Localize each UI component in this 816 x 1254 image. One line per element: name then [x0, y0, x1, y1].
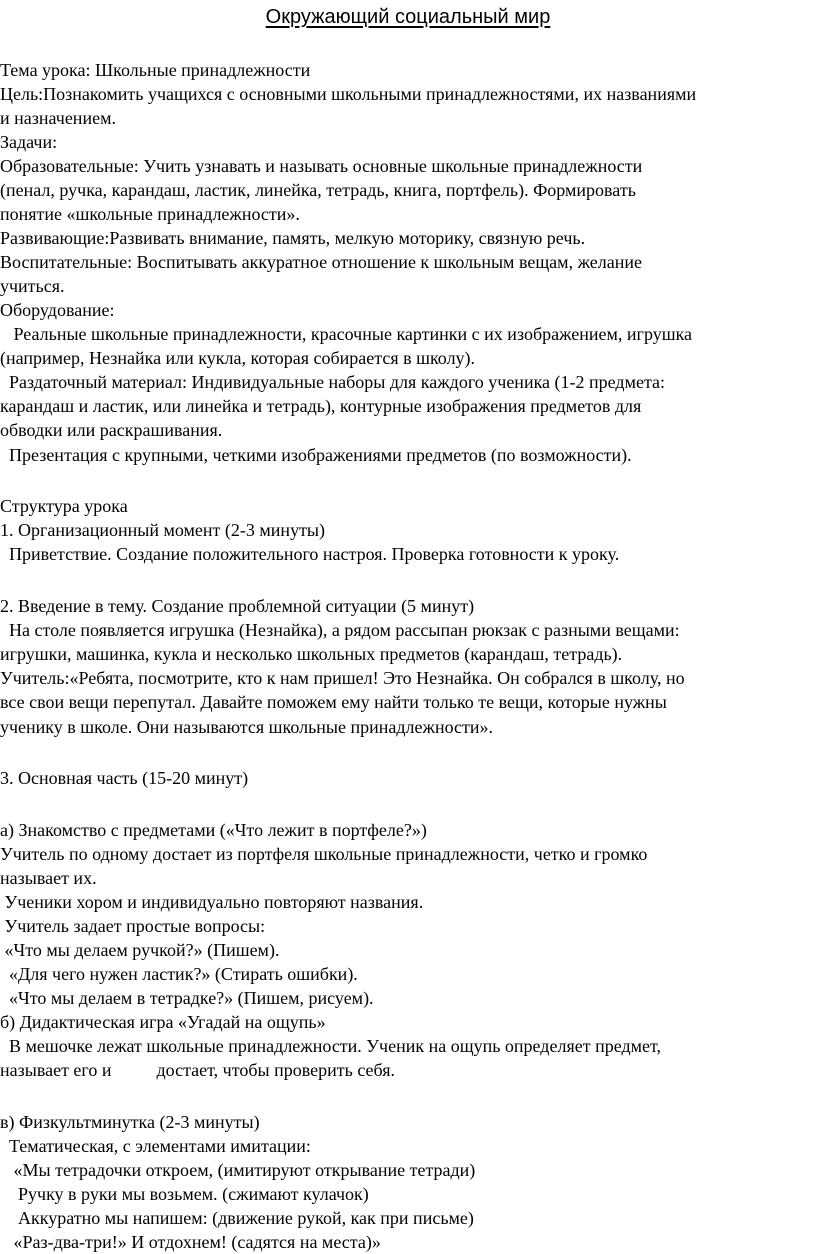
- text-line: а) Знакомство с предметами («Что лежит в портфеле?»): [0, 820, 427, 840]
- section-heading: Структура урока: [0, 496, 128, 516]
- text-line: Учитель:«Ребята, посмотрите, кто к нам пришел! Это Незнайка. Он собрался в школу, но: [0, 668, 685, 688]
- text-line: Тематическая, с элементами имитации:: [0, 1136, 311, 1156]
- text-line: «Для чего нужен ластик?» (Стирать ошибки).: [0, 964, 358, 984]
- text-line: Оборудование:: [0, 300, 115, 320]
- text-line: карандаш и ластик, или линейка и тетрадь), контурные изображения предметов для: [0, 396, 642, 416]
- text-line: (например, Незнайка или кукла, которая собирается в школу).: [0, 348, 476, 368]
- page-title: Окружающий социальный мир: [265, 6, 551, 28]
- text-line: «Раз-два-три!» И отдохнем! (садятся на места)»: [0, 1232, 381, 1252]
- text-line: На столе появляется игрушка (Незнайка), а рядом рассыпан рюкзак с разными вещами:: [0, 620, 680, 640]
- text-line: (пенал, ручка, карандаш, ластик, линейка, тетрадь, книга, портфель). Формировать: [0, 180, 636, 200]
- text-line: учиться.: [0, 276, 65, 296]
- text-line: в) Физкультминутка (2-3 минуты): [0, 1112, 260, 1132]
- text-line: «Что мы делаем ручкой?» (Пишем).: [0, 940, 280, 960]
- text-line: Раздаточный материал: Индивидуальные наборы для каждого ученика (1-2 предмета:: [0, 372, 666, 392]
- text-line: обводки или раскрашивания.: [0, 420, 223, 440]
- text-line: и назначением.: [0, 108, 116, 128]
- text-line: Учитель задает простые вопросы:: [0, 916, 266, 936]
- text-line: «Мы тетрадочки откроем, (имитируют открывание тетради): [0, 1160, 476, 1180]
- text-line: называет их.: [0, 868, 97, 888]
- text-line: понятие «школьные принадлежности».: [0, 204, 300, 224]
- text-line: б) Дидактическая игра «Угадай на ощупь»: [0, 1012, 326, 1032]
- text-line: 2. Введение в тему. Создание проблемной ситуации (5 минут): [0, 596, 475, 616]
- text-line: Ручку в руки мы возьмем. (сжимают кулачок): [0, 1184, 369, 1204]
- text-line: называет его и достает, чтобы проверить себя.: [0, 1060, 396, 1080]
- text-line: Аккуратно мы напишем: (движение рукой, как при письме): [0, 1208, 474, 1228]
- text-line: «Что мы делаем в тетрадке?» (Пишем, рисуем).: [0, 988, 374, 1008]
- text-line: Тема урока: Школьные принадлежности: [0, 60, 311, 80]
- text-line: ученику в школе. Они называются школьные принадлежности».: [0, 717, 494, 737]
- text-line: Ученики хором и индивидуально повторяют названия.: [0, 892, 424, 912]
- text-line: все свои вещи перепутал. Давайте поможем ему найти только те вещи, которые нужны: [0, 692, 667, 712]
- text-line: Развивающие:Развивать внимание, память, мелкую моторику, связную речь.: [0, 228, 586, 248]
- text-line: Задачи:: [0, 132, 58, 152]
- text-line: 1. Организационный момент (2-3 минуты): [0, 520, 326, 540]
- text-line: Цель:Познакомить учащихся с основными школьными принадлежностями, их названиями: [0, 84, 697, 104]
- text-line: Образовательные: Учить узнавать и называть основные школьные принадлежности: [0, 156, 643, 176]
- text-line: Реальные школьные принадлежности, красочные картинки с их изображением, игрушка: [0, 324, 693, 344]
- text-line: Учитель по одному достает из портфеля школьные принадлежности, четко и громко: [0, 844, 648, 864]
- text-line: Презентация с крупными, четкими изображениями предметов (по возможности).: [0, 445, 632, 465]
- text-line: Воспитательные: Воспитывать аккуратное отношение к школьным вещам, желание: [0, 252, 642, 272]
- text-line: Приветствие. Создание положительного настроя. Проверка готовности к уроку.: [0, 544, 620, 564]
- text-line: В мешочке лежат школьные принадлежности. Ученик на ощупь определяет предмет,: [0, 1036, 662, 1056]
- text-line: игрушки, машинка, кукла и несколько школьных предметов (карандаш, тетрадь).: [0, 644, 623, 664]
- text-line: 3. Основная часть (15-20 минут): [0, 768, 249, 788]
